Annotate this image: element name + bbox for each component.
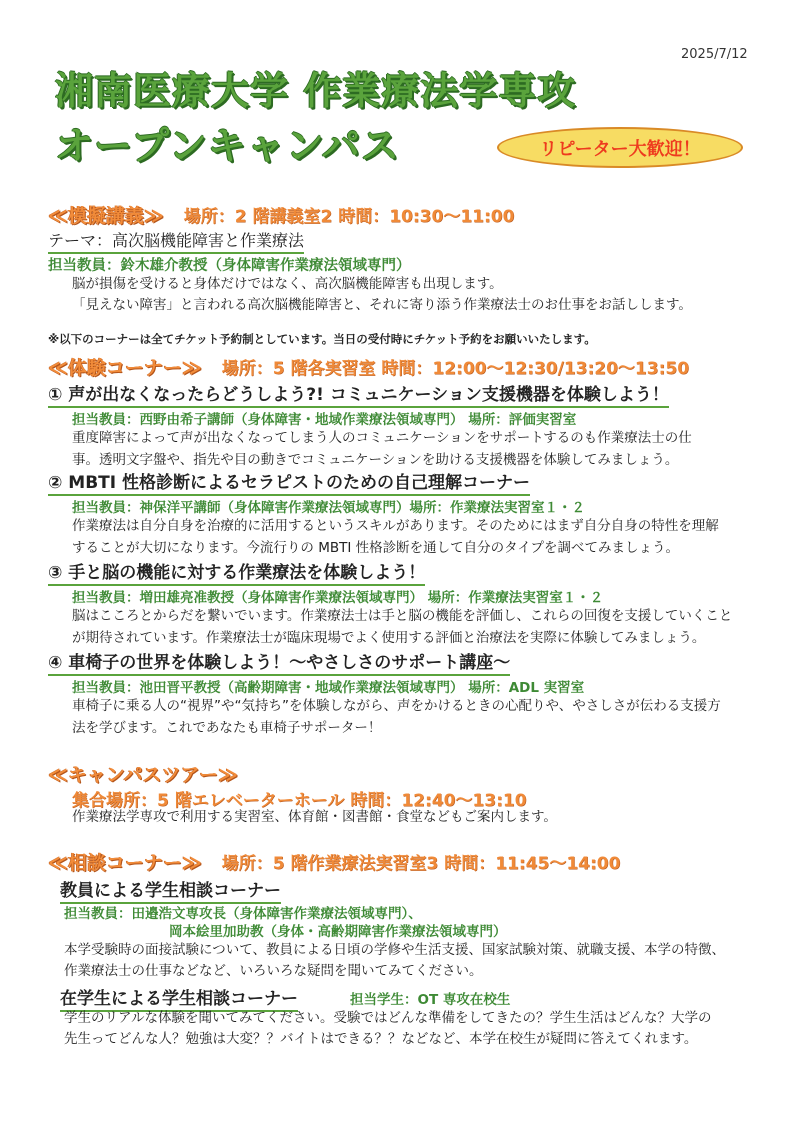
experience-item-2-title: ② MBTI 性格診断によるセラピストのための自己理解コーナー	[48, 468, 530, 496]
repeater-welcome-badge	[497, 127, 743, 168]
mock-lecture-teacher: 担当教員：鈴木雄介教授（身体障害作業療法領域専門）	[48, 258, 411, 274]
mock-lecture-body-1: 脳が損傷を受けると身体だけではなく、高次脳機能障害も出現します。	[72, 276, 503, 292]
consult-info: 場所：5 階作業療法実習室3 時間：11:45〜14:00	[221, 854, 621, 874]
experience-item-4-body-2: 法を学びます。これであなたも車椅子サポーター！	[72, 720, 382, 736]
page-title: 湘南医療大学 作業療法学専攻	[55, 69, 577, 113]
experience-label: ≪体験コーナー≫	[48, 357, 202, 379]
student-consult-body-2: 先生ってどんな人？勉強は大変？？バイトはできる？？などなど、本学在校生が疑問に答えてくれます。	[64, 1031, 698, 1047]
experience-item-3-body-1: 脳はこころとからだを繋いでいます。作業療法士は手と脳の機能を評価し、これらの回復を支援していくこと	[72, 608, 733, 624]
faculty-consult-teacher-2: 岡本絵里加助教（身体・高齢期障害作業療法領域専門）	[169, 924, 507, 940]
experience-item-4-title: ④ 車椅子の世界を体験しよう！〜やさしさのサポート講座〜	[48, 648, 510, 676]
date: 2025/7/12	[681, 47, 748, 62]
experience-item-3-title: ③ 手と脳の機能に対する作業療法を体験しよう！	[48, 558, 425, 586]
experience-item-1-body-2: 事。透明文字盤や、指先や目の動きでコミュニケーションを助ける支援機器を体験してみましょう。	[72, 452, 679, 468]
consult-label: ≪相談コーナー≫	[48, 852, 202, 874]
experience-item-4-body-1: 車椅子に乗る人の“視界”や“気持ち”を体験しながら、声をかけるときの心配りや、やさしさが伝わる支援方	[72, 698, 721, 714]
experience-item-2-teacher: 担当教員：神保洋平講師（身体障害作業療法領域専門）場所：作業療法実習室１・２	[72, 500, 585, 516]
faculty-consult-body-1: 本学受験時の面接試験について、教員による日頃の学修や生活支援、国家試験対策、就職支援、本学の特徴、	[64, 942, 725, 958]
mock-lecture-body-2: 「見えない障害」と言われる高次脳機能障害と、それに寄り添う作業療法士のお仕事をお話しします。	[72, 297, 692, 313]
student-consult-teacher: 担当学生：OT 専攻在校生	[350, 992, 511, 1008]
mock-lecture-theme: テーマ：高次脳機能障害と作業療法	[48, 228, 304, 254]
tour-body: 作業療法学専攻で利用する実習室、体育館・図書館・食堂などもご案内します。	[72, 809, 557, 825]
badge-label: リピーター大歓迎！	[539, 138, 701, 160]
faculty-consult-body-2: 作業療法士の仕事などなど、いろいろな疑問を聞いてみてください。	[64, 963, 483, 979]
consult-header	[48, 848, 620, 875]
tour-label: ≪キャンパスツアー≫	[48, 764, 238, 786]
experience-item-3-body-2: が期待されています。作業療法士が臨床現場でよく使用する評価と治療法を実際に体験してみましょう。	[72, 630, 706, 646]
student-consult-body-1: 学生のリアルな体験を聞いてみてください。受験ではどんな準備をしてきたの？学生生活はどんな？大学の	[64, 1010, 712, 1026]
experience-item-1-body-1: 重度障害によって声が出なくなってしまう人のコミュニケーションをサポートするのも作業療法士の仕	[72, 430, 692, 446]
tour-header	[48, 760, 238, 787]
faculty-consult-title: 教員による学生相談コーナー	[60, 876, 281, 904]
page-subtitle: オープンキャンパス	[55, 124, 400, 168]
experience-item-1-title: ① 声が出なくなったらどうしよう?! コミュニケーション支援機器を体験しよう！	[48, 380, 669, 408]
ticket-notice: ※以下のコーナーは全てチケット予約制としています。当日の受付時にチケット予約をお願いいたします。	[48, 332, 596, 346]
mock-lecture-info: 場所：2 階講義室2 時間：10:30〜11:00	[183, 207, 515, 227]
experience-item-1-teacher: 担当教員：西野由希子講師（身体障害・地域作業療法領域専門） 場所：評価実習室	[72, 412, 577, 428]
experience-item-2-body-1: 作業療法は自分自身を治療的に活用するというスキルがあります。そのためにはまず自分自身の特性を理解	[72, 518, 719, 534]
experience-info: 場所：5 階各実習室 時間：12:00〜12:30/13:20〜13:50	[221, 359, 690, 379]
student-consult-title: 在学生による学生相談コーナー	[60, 984, 298, 1012]
experience-item-4-teacher: 担当教員：池田晋平教授（高齢期障害・地域作業療法領域専門） 場所：ADL 実習室	[72, 680, 585, 696]
experience-header	[48, 353, 689, 380]
experience-item-2-body-2: することが大切になります。今流行りの MBTI 性格診断を通して自分のタイプを調べてみましょう。	[72, 540, 679, 556]
faculty-consult-teacher-1: 担当教員：田邉浩文専攻長（身体障害作業療法領域専門）、	[64, 906, 422, 922]
mock-lecture-label: ≪模擬講義≫	[48, 205, 164, 227]
mock-lecture-header	[48, 201, 514, 228]
experience-item-3-teacher: 担当教員：増田雄亮准教授（身体障害作業療法領域専門） 場所：作業療法実習室１・２	[72, 590, 604, 606]
tour-info: 集合場所：5 階エレベーターホール 時間：12:40〜13:10	[72, 791, 527, 811]
